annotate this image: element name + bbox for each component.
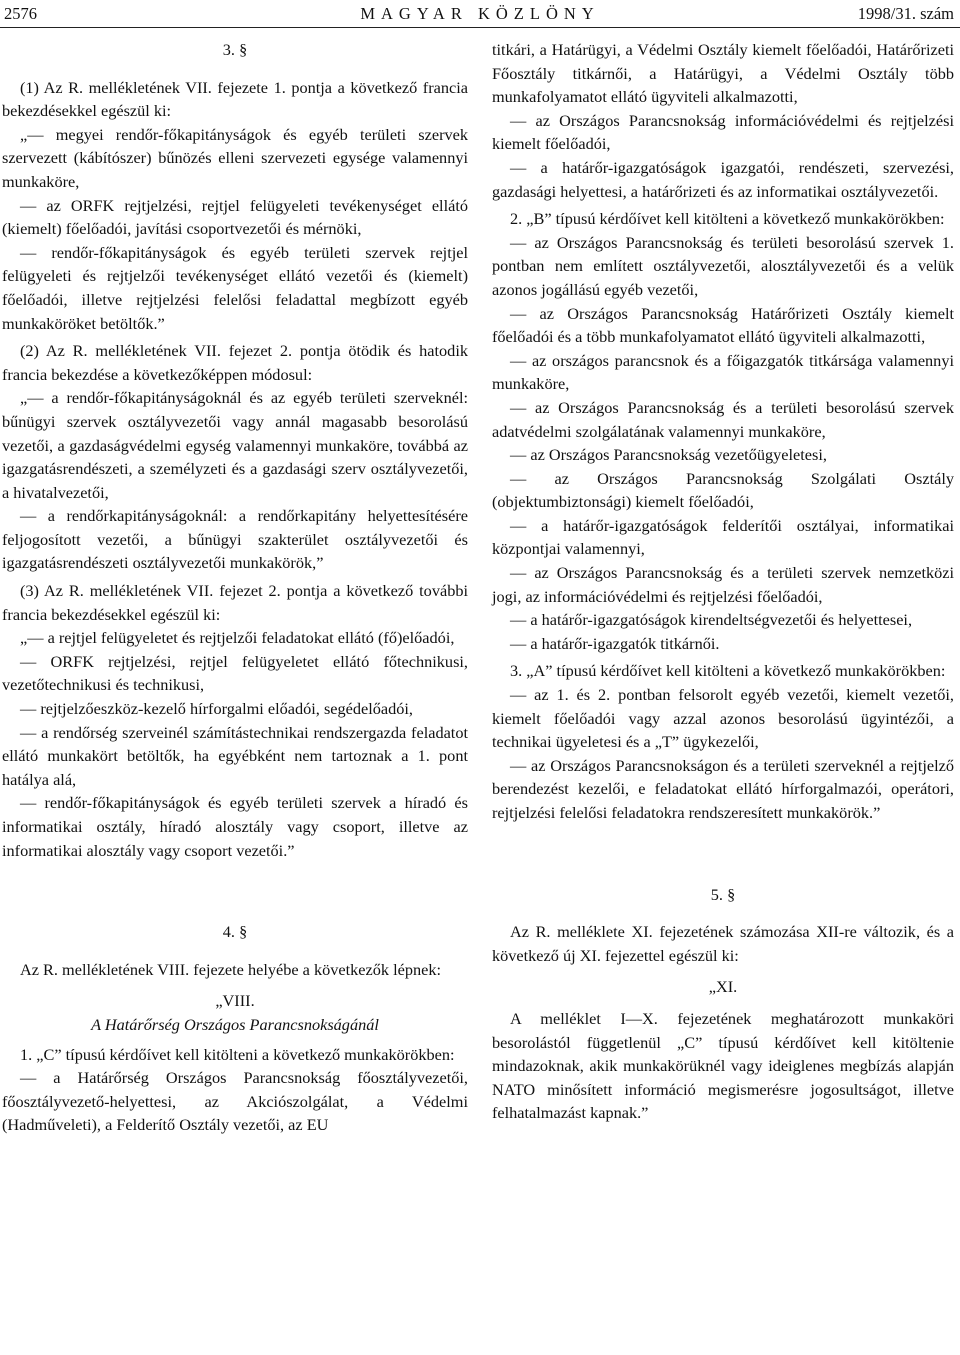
paragraph: — a Határőrség Országos Parancsnokság főosztályvezetői, főosztályvezető-helyettesi, az Akciószolgálat, a Védelmi (Hadműveleti), a Felderítő Osztály vezetői, az EU [2,1068,468,1135]
paragraph: 2. „B” típusú kérdőívet kell kitölteni a következő munkakörökben: [510,209,945,229]
paragraph: A melléklet I—X. fejezetének meghatározott munkaköri besorolástól függetlenül „C” típusú kérdőívet kell kitöltenie mindazoknak, akik munkakörüknél vagy ideiglenes megbízás alapján NATO minősített információ megismerésre jogosultságot, illetve felhatalmazást kapnak.” [492,1008,954,1123]
paragraph: — az Országos Parancsnokság vezetőügyeletesi, [510,445,827,465]
page-number: 2576 [4,4,37,23]
paragraph: — az országos parancsnok és a főigazgatók titkársága valamennyi munkaköre, [492,350,954,394]
paragraph: — az Országos Parancsnokság és a területi besorolású szervek adatvédelmi szolgálatának valamennyi munkaköre, [492,397,954,441]
paragraph: — a határőr-igazgatóságok kirendeltségvezetői és helyettesei, [510,610,913,630]
paragraph: (3) Az R. mellékletének VII. fejezet 2. pontja a következő további francia bekezdésekkel egészül ki: [2,581,468,624]
issue-number: 1998/31. szám [857,4,954,23]
paragraph: — a határőr-igazgatóságok igazgatói, rendészeti, szervezési, gazdasági helyettesi, a határőrizeti és az informatikai osztályvezetői. [492,157,954,201]
page-header [0,4,960,28]
paragraph: — rendőr-főkapitányságok és egyéb területi szervek rejtjel felügyeleti és rejtjelzői tevékenységet ellátó vezetői és (kiemelt) főelőadói, illetve rejtjelzési felelősi feladattal megbízott egyéb munkaköröket betöltők.” [2,242,468,333]
right-column [492,38,954,1125]
paragraph: Az R. melléklete XI. fejezetének számozása XII-re változik, és a következő új XI. fejezettel egészül ki: [492,922,954,965]
paragraph: — az 1. és 2. pontban felsorolt egyéb vezetői, kiemelt vezetői, kiemelt főelőadói vagy azzal azonos besorolású ügyintézői, a technikai ügyeletesi és a „T” ügykezelői, [492,685,954,752]
paragraph: (1) Az R. mellékletének VII. fejezete 1. pontja a következő francia bekezdésekkel egészül ki: [2,77,468,121]
paragraph: — a rendőrség szerveinél számítástechnikai rendszergazda feladatot ellátó munkakört betöltők, ha egyébként nem tartoznak a 1. pont hatálya alá, [2,722,468,789]
chapter-heading: „VIII. [215,991,255,1011]
paragraph: — az ORFK rejtjelzési, rejtjel felügyeleti tevékenységet ellátó (kiemelt) főelőadói, javítási csoportvezetői és mérnöki, [2,195,468,239]
paragraph: „— megyei rendőr-főkapitányságok és egyéb területi szervek szervezett (kábítószer) bűnözés elleni szervezeti egysége valamennyi munkaköre, [2,124,468,191]
paragraph: 1. „C” típusú kérdőívet kell kitölteni a következő munkakörökben: [20,1044,455,1064]
paragraph: „— a rendőr-főkapitányságoknál és az egyéb területi szerveknél: bűnügyi szervek osztályvezetői vagy annál magasabb besorolású vezetői, a gazdaságvédelmi egység valamennyi munkaköre, továbbá az igazgatásrendészeti, a személyzeti és a gazdasági szerv osztályvezetői, a hivatalvezetői, [2,388,468,502]
paragraph: — a határőr-igazgatók titkárnői. [510,633,720,653]
chapter-subtitle: A Határőrség Országos Parancsnokságánál [91,1014,379,1034]
paragraph: Az R. mellékletének VIII. fejezete helyébe a következők lépnek: [20,959,442,979]
paragraph: — a rendőrkapitányságoknál: a rendőrkapitány helyettesítésére feljogosított vezetői, a bűnügyi szakterület osztályvezetői és igazgatásrendészeti osztályvezetői munkakörök,” [2,506,468,573]
paragraph: — rendőr-főkapitányságok és egyéb területi szervek a híradó és informatikai osztály, híradó alosztály vagy csoport, illetve az informatikai alosztály vagy csoport vezetői.” [2,793,468,860]
paragraph: — az Országos Parancsnokság és területi besorolású szervek 1. pontban nem említett osztályvezetői, alosztályvezetői és a velük azonos jogállású egyéb vezetői, [492,232,954,299]
header-rule [0,27,960,28]
paragraph: titkári, a Határügyi, a Védelmi Osztály kiemelt főelőadói, Határőrizeti Főosztály titkárnői, a Határügyi, a Védelmi Osztály több munkafolyamatot ellátó ügyviteli alkalmazotti, [492,40,954,107]
paragraph: 3. „A” típusú kérdőívet kell kitölteni a következő munkakörökben: [510,661,946,681]
section-4-heading: 4. § [222,922,248,942]
paragraph: — ORFK rejtjelzési, rejtjel felügyeletet ellátó főtechnikusi, vezetőtechnikusi és technikusi, [2,651,468,695]
paragraph: „— a rejtjel felügyeletet és rejtjelzői feladatokat ellátó (fő)előadói, [20,628,455,648]
paragraph: — az Országos Parancsnokságon és a területi szerveknél a rejtjelző berendezést kezelői, e feladatokat ellátó hírforgalmazói, operátori, rejtjelzési felelősi feladatokra rendszeresített munkakörök.” [492,755,954,822]
paragraph: — az Országos Parancsnokság információvédelmi és rejtjelzési kiemelt főelőadói, [492,110,954,154]
paragraph: (2) Az R. mellékletének VII. fejezet 2. pontja ötödik és hatodik francia bekezdése a következőképpen módosul: [2,341,468,384]
chapter-heading: „XI. [708,977,738,997]
section-5-heading: 5. § [710,884,736,904]
paragraph: — a határőr-igazgatóságok felderítői osztályai, informatikai központjai valamennyi, [492,515,954,559]
paragraph: — rejtjelzőeszköz-kezelő hírforgalmi előadói, segédelőadói, [20,699,414,719]
paragraph: — az Országos Parancsnokság Határőrizeti Osztály kiemelt főelőadói és a több munkafolyamatot ellátó ügyviteli alkalmazotti, [492,303,954,347]
journal-title: MAGYAR KÖZLÖNY [360,4,600,23]
section-3-heading: 3. § [222,40,248,59]
paragraph: — az Országos Parancsnokság Szolgálati Osztály (objektumbiztonsági) kiemelt főelőadói, [492,468,954,512]
paragraph: — az Országos Parancsnokság és a területi szervek nemzetközi jogi, az információvédelmi és rejtjelzési főelőadói, [492,563,954,606]
left-column [2,38,468,1137]
